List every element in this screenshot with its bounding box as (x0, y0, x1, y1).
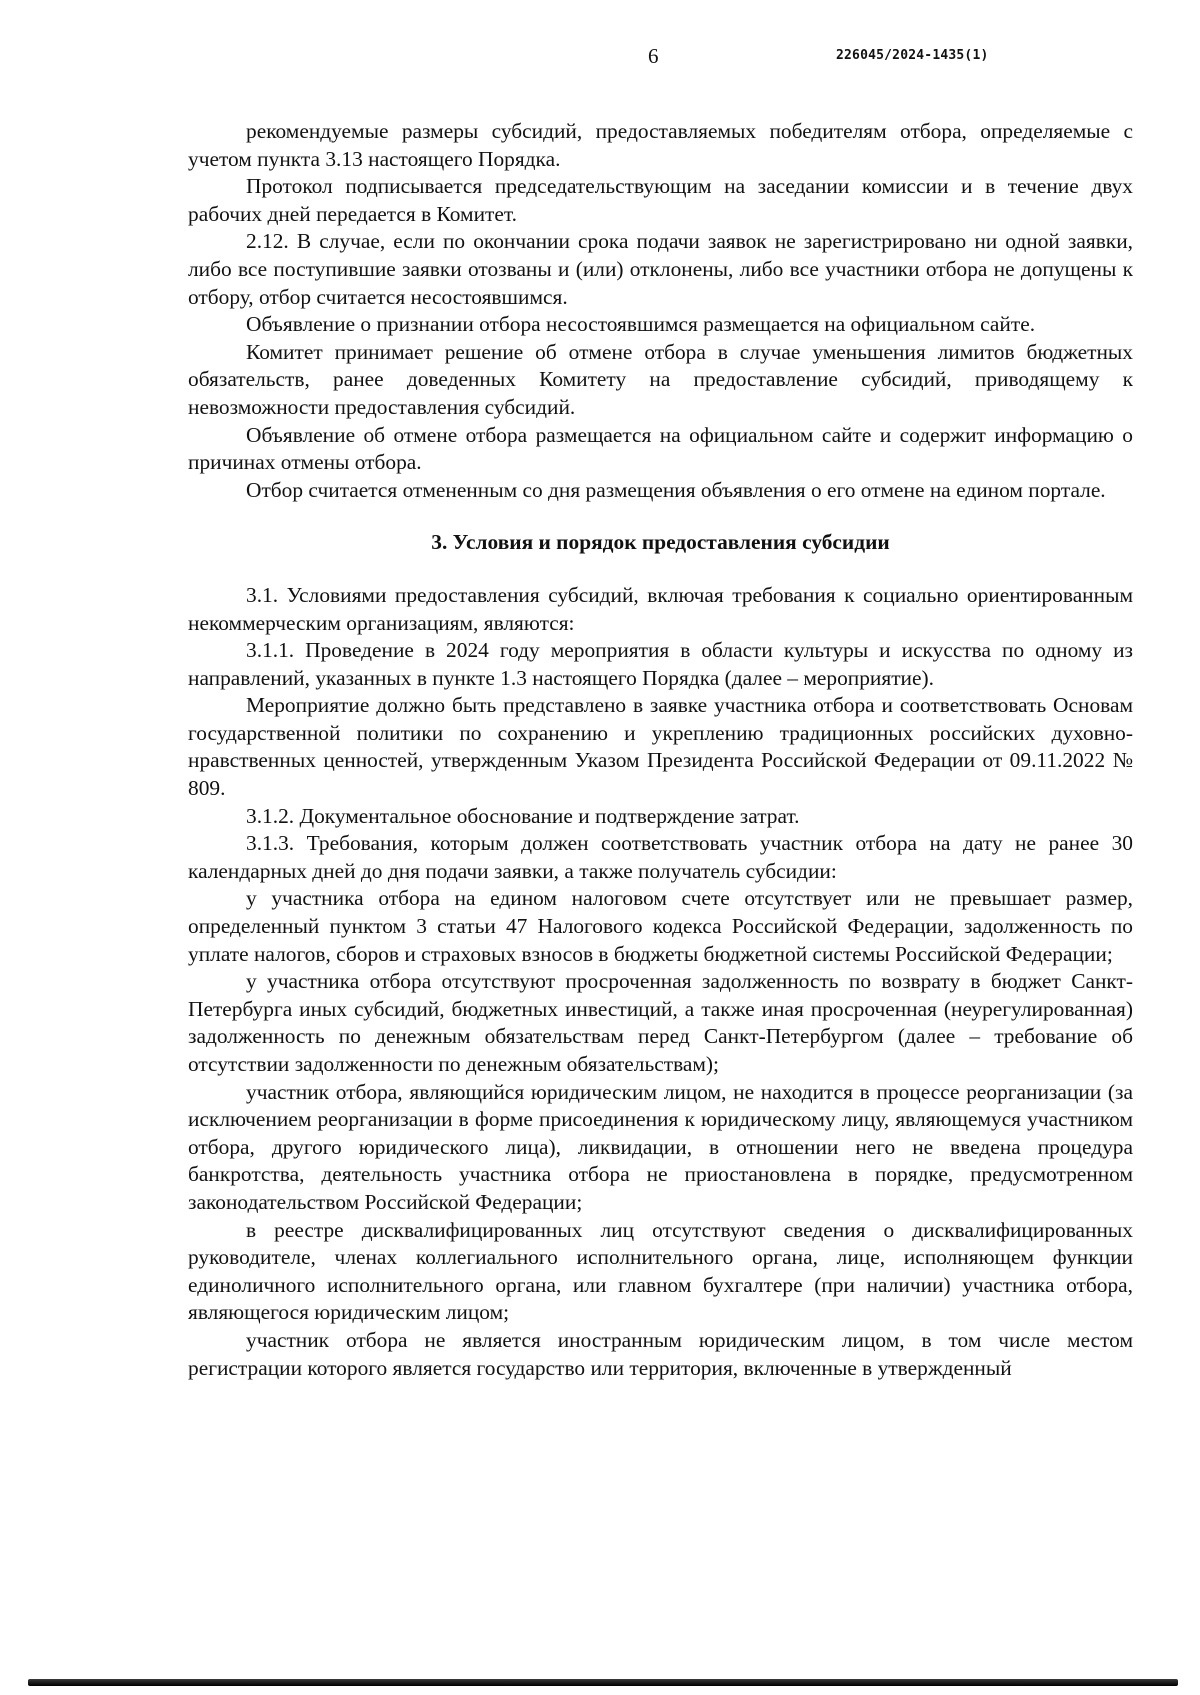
paragraph: рекомендуемые размеры субсидий, предоставляемых победителям отбора, определяемые с учетом пункта 3.13 настоящего Порядка. (188, 119, 1133, 171)
paragraph: 3.1.2. Документальное обоснование и подтверждение затрат. (246, 803, 800, 828)
paragraph: участник отбора, являющийся юридическим лицом, не находится в процессе реорганизации (за исключением реорганизации в форме присоединения к юридическому лицу, являющемуся участником отбора, другого юридического лица), ликвидации, в отношении него не введена процедура банкротства, деятельность участника отбора не приостановлена в порядке, предусмотренном законодательством Российской Федерации; (188, 1079, 1133, 1214)
paragraph: у участника отбора на едином налоговом счете отсутствует или не превышает размер, определенный пунктом 3 статьи 47 Налогового кодекса Российской Федерации, задолженность по уплате налогов, сборов и страховых взносов в бюджеты бюджетной системы Российской Федерации; (188, 886, 1133, 966)
section-heading: 3. Условия и порядок предоставления субсидии (431, 530, 890, 555)
paragraph: у участника отбора отсутствуют просроченная задолженность по возврату в бюджет Санкт-Петербурга иных субсидий, бюджетных инвестиций, а также иная просроченная (неурегулированная) задолженность по денежным обязательствам перед Санкт-Петербургом (далее – требование об отсутствии задолженности по денежным обязательствам); (188, 969, 1133, 1076)
page-number: 6 (648, 44, 659, 68)
paragraph: Мероприятие должно быть представлено в заявке участника отбора и соответствовать Основам государственной политики по сохранению и укреплению традиционных российских духовно-нравственных ценностей, утвержденным Указом Президента Российской Федерации от 09.11.2022 № 809. (188, 693, 1133, 801)
paragraph: 3.1.1. Проведение в 2024 году мероприятия в области культуры и искусства по одному из направлений, указанных в пункте 1.3 настоящего Порядка (далее – мероприятие). (188, 638, 1133, 690)
paragraph: Комитет принимает решение об отмене отбора в случае уменьшения лимитов бюджетных обязательств, ранее доведенных Комитету на предоставление субсидий, приводящему к невозможности предоставления субсидий. (188, 339, 1133, 419)
paragraph: Объявление о признании отбора несостоявшимся размещается на официальном сайте. (246, 312, 1036, 337)
paragraph: 3.1.3. Требования, которым должен соответствовать участник отбора на дату не ранее 30 календарных дней до дня подачи заявки, а также получатель субсидии: (188, 831, 1133, 883)
document-body (188, 118, 1133, 1382)
paragraph: Отбор считается отмененным со дня размещения объявления о его отмене на едином портале. (246, 477, 1106, 502)
paragraph: Объявление об отмене отбора размещается на официальном сайте и содержит информацию о причинах отмены отбора. (188, 422, 1133, 475)
paragraph: 2.12. В случае, если по окончании срока подачи заявок не зарегистрировано ни одной заявки, либо все поступившие заявки отозваны и (или) отклонены, либо все участники отбора не допущены к отбору, отбор считается несостоявшимся. (188, 229, 1133, 309)
paragraph: 3.1. Условиями предоставления субсидий, включая требования к социально ориентированным некоммерческим организациям, являются: (188, 582, 1133, 635)
document-registration-code: 226045/2024-1435(1) (836, 48, 989, 63)
scan-bottom-border (28, 1679, 1178, 1686)
paragraph: Протокол подписывается председательствующим на заседании комиссии и в течение двух рабочих дней передается в Комитет. (188, 174, 1133, 226)
paragraph: участник отбора не является иностранным юридическим лицом, в том числе местом регистрации которого является государство или территория, включенные в утвержденный (188, 1327, 1133, 1380)
paragraph: в реестре дисквалифицированных лиц отсутствуют сведения о дисквалифицированных руководителе, членах коллегиального исполнительного органа, лице, исполняющем функции единоличного исполнительного органа, или главном бухгалтере (при наличии) участника отбора, являющегося юридическим лицом; (188, 1217, 1133, 1325)
